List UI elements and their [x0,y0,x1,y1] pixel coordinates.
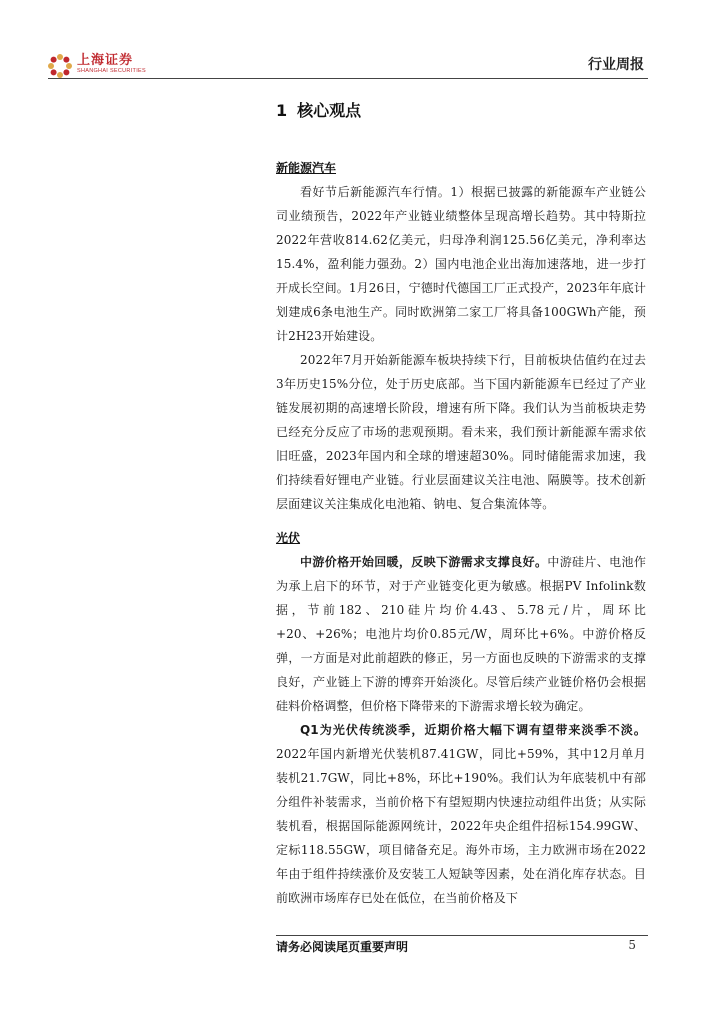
section-number: 1 [276,101,288,120]
report-type-label: 行业周报 [588,57,644,73]
pv-heading: 光伏 [276,531,301,545]
section-title [276,96,646,126]
nev-heading: 新能源汽车 [276,161,337,175]
page-number: 5 [628,938,636,952]
company-logo [48,54,146,78]
pv-paragraph-2 [276,718,646,910]
header-divider [48,78,648,79]
pv-paragraph-1-body: 中游硅片、电池作为承上启下的环节，对于产业链变化更为敏感。根据PV Infolink数据，节前182、210硅片均价4.43、5.78元/片，周环比+20、+26%；电池片均价0.85元/W，周环比+6%。中游价格反弹，一方面是对此前超跌的修正，另一方面也反映的下游需求的支撑良好，产业链上下游的博弈开始淡化。尽管后续产业链价格仍会根据硅料价格调整，但价格下降带来的下游需求增长较为确定。 [276,555,646,713]
footer-divider [276,935,648,936]
pv-paragraph-1 [276,550,646,718]
main-content [276,96,646,910]
nev-paragraph-1: 看好节后新能源汽车行情。1）根据已披露的新能源车产业链公司业绩预告，2022年产业链业绩整体呈现高增长趋势。其中特斯拉2022年营收814.62亿美元，归母净利润125.56亿美元，净利率达15.4%，盈利能力强劲。2）国内电池企业出海加速落地，进一步打开成长空间。1月26日，宁德时代德国工厂正式投产，2023年年底计划建成6条电池生产。同时欧洲第二家工厂将具备100GWh产能，预计2H23开始建设。 [276,185,646,343]
logo-chinese-name: 上海证券 [77,53,134,68]
pv-paragraph-2-lead: Q1为光伏传统淡季，近期价格大幅下调有望带来淡季不淡。 [300,723,646,737]
nev-paragraph-2: 2022年7月开始新能源车板块持续下行，目前板块估值约在过去3年历史15%分位，处于历史底部。当下国内新能源车已经过了产业链发展初期的高速增长阶段，增速有所下降。我们认为当前板块走势已经充分反应了市场的悲观预期。看未来，我们预计新能源车需求依旧旺盛，2023年国内和全球的增速超30%。同时储能需求加速，我们持续看好锂电产业链。行业层面建议关注电池、隔膜等。技术创新层面建议关注集成化电池箱、钠电、复合集流体等。 [276,353,646,511]
section-title-text: 核心观点 [297,101,362,120]
pv-paragraph-2-body: 2022年国内新增光伏装机87.41GW，同比+59%，其中12月单月装机21.7GW，同比+8%，环比+190%。我们认为年底装机中有部分组件补装需求，当前价格下有望短期内快速拉动组件出货；从实际装机看，根据国际能源网统计，2022年央企组件招标154.99GW、定标118.55GW，项目储备充足。海外市场，主力欧洲市场在2022年由于组件持续涨价及安装工人短缺等因素，处在消化库存状态。目前欧洲市场库存已处在低位，在当前价格及下 [276,747,646,905]
logo-emblem-icon [48,54,72,78]
logo-english-name: SHANGHAI SECURITIES [77,68,146,74]
footer-disclaimer: 请务必阅读尾页重要声明 [276,940,409,954]
pv-paragraph-1-lead: 中游价格开始回暖，反映下游需求支撑良好。 [300,555,548,569]
